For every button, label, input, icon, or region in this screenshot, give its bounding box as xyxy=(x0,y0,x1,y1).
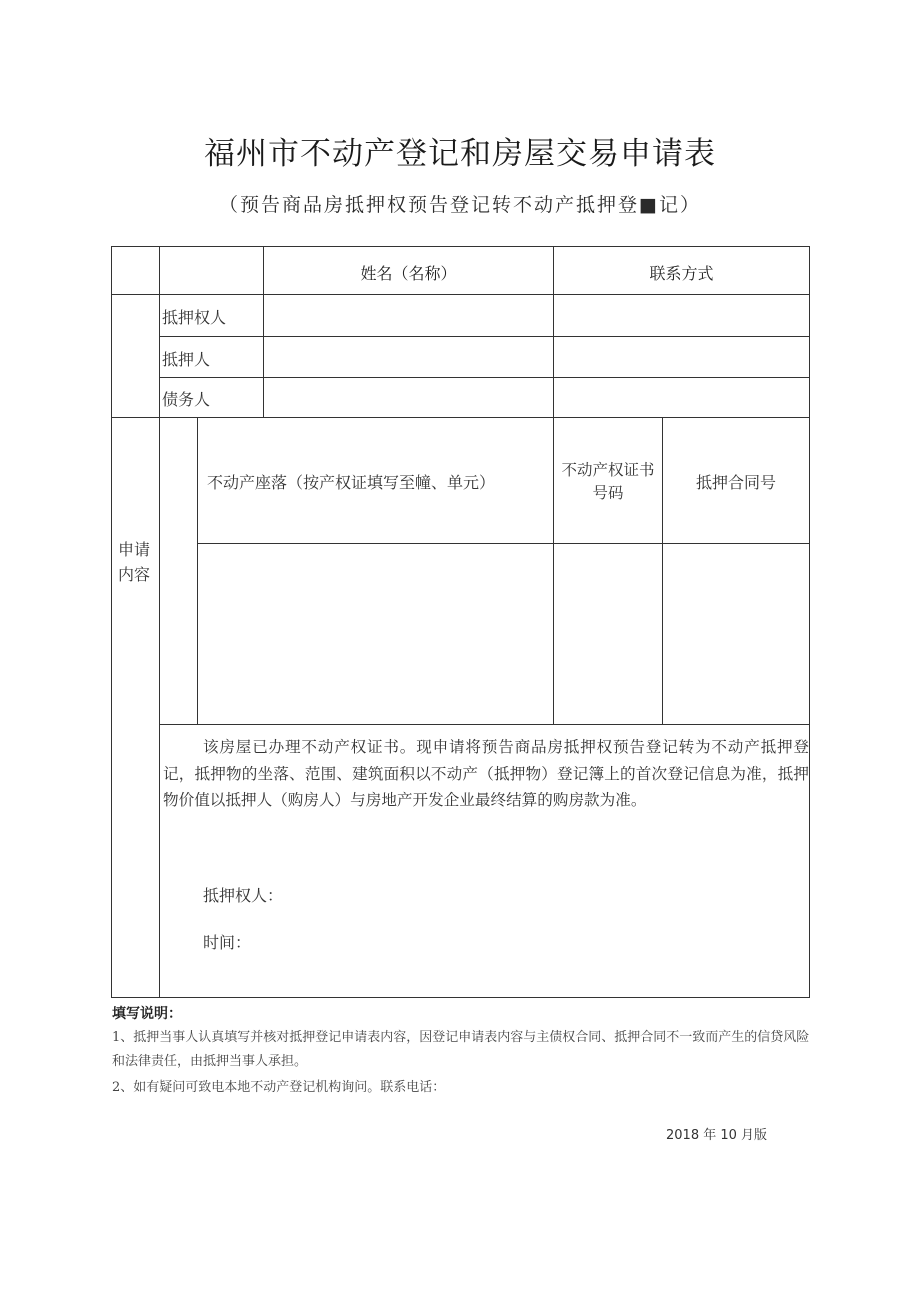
header-contact: 联系方式 xyxy=(649,264,714,283)
row-divider-content-body xyxy=(159,724,810,725)
form-version: 2018 年 10 月版 xyxy=(666,1128,768,1143)
row-divider-header xyxy=(111,294,810,295)
header-name: 姓名（名称） xyxy=(360,264,457,283)
row-label-mortgagor: 抵押人 xyxy=(162,350,211,369)
table-border-top xyxy=(111,246,810,247)
section-label-content: 申请内容 xyxy=(118,540,151,584)
row-divider-parties xyxy=(111,417,810,418)
col-divider-label xyxy=(159,246,160,998)
note-item-1: 1、抵押当事人认真填写并核对抵押登记申请表内容，因登记申请表内容与主债权合同、抵押合同不一致而产生的信贷风险和法律责任，由抵押当事人承担。 xyxy=(112,1030,810,1069)
row-divider-1 xyxy=(159,336,810,337)
row-label-mortgagee: 抵押权人 xyxy=(162,308,227,327)
header-property-location: 不动产座落（按产权证填写至幢、单元） xyxy=(207,473,496,492)
row-label-debtor: 债务人 xyxy=(162,390,211,409)
header-contract-number: 抵押合同号 xyxy=(695,473,776,492)
header-certificate-number: 不动产权证书号码 xyxy=(561,461,655,502)
table-border-right xyxy=(809,246,810,998)
row-divider-2 xyxy=(159,377,810,378)
notes-heading: 填写说明： xyxy=(112,1006,182,1022)
col-divider-contract xyxy=(662,417,663,725)
table-border-left xyxy=(111,246,112,998)
table-border-bottom xyxy=(111,997,810,998)
form-subtitle: （预告商品房抵押权预告登记转不动产抵押登■记） xyxy=(219,194,701,216)
signer-label: 抵押权人： xyxy=(203,886,284,905)
col-divider-cert xyxy=(553,417,554,725)
note-item-2: 2、如有疑问可致电本地不动产登记机构询问。联系电话： xyxy=(112,1080,446,1095)
time-label: 时间： xyxy=(203,933,252,952)
application-statement: 该房屋已办理不动产权证书。现申请将预告商品房抵押权预告登记转为不动产抵押登记，抵押物的坐落、范围、建筑面积以不动产（抵押物）登记簿上的首次登记信息为准，抵押物价值以抵押人（购房人）与房地产开发企业最终结算的购房款为准。 xyxy=(163,738,809,809)
row-divider-content-head xyxy=(197,543,810,544)
form-title: 福州市不动产登记和房屋交易申请表 xyxy=(204,136,716,172)
col-divider-inner xyxy=(197,417,198,725)
